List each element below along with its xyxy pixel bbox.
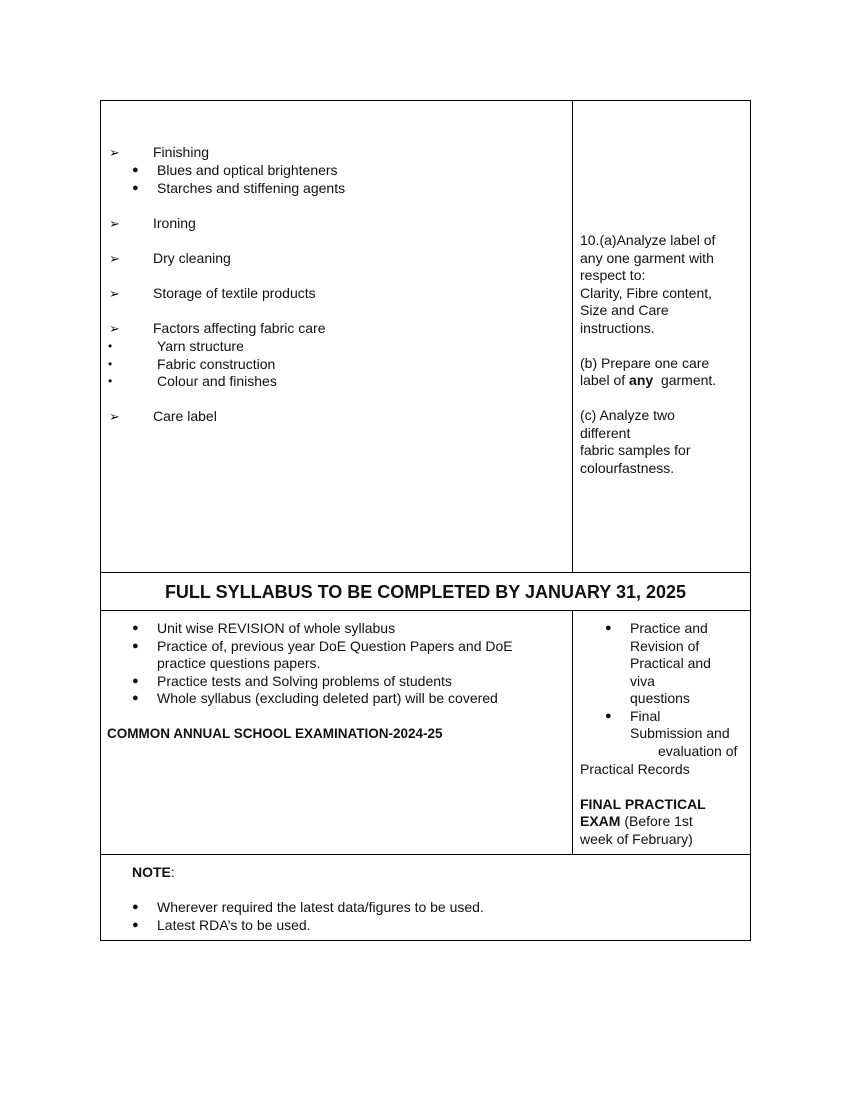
revision-item: Practice of, previous year DoE Question Papers and DoE <box>157 638 513 654</box>
round-bullet-icon: ● <box>132 622 139 634</box>
activity-a-line: Size and Care <box>580 302 669 318</box>
final-practical-when <box>580 813 693 830</box>
activity-b-line: (b) Prepare one care <box>580 354 710 371</box>
activity-b-text: label of <box>580 372 630 388</box>
revision-item: Whole syllabus (excluding deleted part) will be covered <box>157 690 498 706</box>
topic-ironing: Ironing <box>153 215 196 231</box>
activity-a-line: instructions. <box>580 319 655 336</box>
practical-item-line: evaluation of <box>658 743 738 759</box>
arrow-bullet-icon: ➢ <box>109 321 120 336</box>
small-bullet-icon: • <box>108 357 113 371</box>
arrow-bullet-icon: ➢ <box>109 145 120 160</box>
activity-b-text: garment. <box>653 372 717 388</box>
activity-b-emphasis: any <box>629 372 654 388</box>
subtopic-yarn: Yarn structure <box>157 338 244 354</box>
activity-a-line: 10.(a)Analyze label of <box>580 232 716 248</box>
note-item: Wherever required the latest data/figures to be used. <box>157 899 484 915</box>
note-heading <box>132 864 175 881</box>
final-exam-timing-continued: week of February) <box>580 831 693 847</box>
note-label: NOTE <box>132 864 171 880</box>
topic-factors: Factors affecting fabric care <box>153 320 326 336</box>
practical-item-line: Final <box>630 708 661 724</box>
arrow-bullet-icon: ➢ <box>109 251 120 266</box>
round-bullet-icon: ● <box>132 692 139 704</box>
activity-c-line: colourfastness. <box>580 459 675 476</box>
note-colon: : <box>170 864 175 880</box>
activity-c-line: different <box>580 424 631 441</box>
practical-item-line: Practice and <box>630 620 708 636</box>
activity-a-line: any one garment with <box>580 249 714 266</box>
revision-item: Unit wise REVISION of whole syllabus <box>157 620 396 636</box>
exam-title: COMMON ANNUAL SCHOOL EXAMINATION-2024-25 <box>107 726 443 741</box>
topic-finishing: Finishing <box>153 144 210 160</box>
small-bullet-icon: • <box>108 374 113 388</box>
final-exam-timing: (Before 1st <box>620 813 693 829</box>
topic-storage: Storage of textile products <box>153 285 316 301</box>
subtopic-fabric-construction: Fabric construction <box>157 356 276 372</box>
round-bullet-icon: ● <box>605 710 612 722</box>
round-bullet-icon: ● <box>132 182 139 194</box>
note-item: Latest RDA’s to be used. <box>157 917 311 933</box>
revision-item-continued: practice questions papers. <box>157 655 321 671</box>
practical-item-line: viva <box>630 673 655 689</box>
rule-note-top <box>101 854 750 855</box>
round-bullet-icon: ● <box>132 675 139 687</box>
practical-item-line: questions <box>630 690 690 706</box>
round-bullet-icon: ● <box>132 919 139 931</box>
syllabus-table <box>100 100 751 941</box>
small-bullet-icon: • <box>108 339 113 353</box>
arrow-bullet-icon: ➢ <box>109 286 120 301</box>
practical-item-line: Submission and <box>630 725 730 741</box>
activity-a-line: respect to: <box>580 267 646 283</box>
round-bullet-icon: ● <box>132 640 139 652</box>
arrow-bullet-icon: ➢ <box>109 216 120 231</box>
round-bullet-icon: ● <box>132 164 139 176</box>
round-bullet-icon: ● <box>132 901 139 913</box>
activity-a-line: Clarity, Fibre content, <box>580 284 713 301</box>
practical-item-line: Revision of <box>630 638 700 654</box>
final-practical-title: FINAL PRACTICAL <box>580 796 706 812</box>
topic-care-label: Care label <box>153 408 217 424</box>
column-divider-bottom <box>572 610 573 854</box>
arrow-bullet-icon: ➢ <box>109 409 120 424</box>
topic-dry-cleaning: Dry cleaning <box>153 250 231 266</box>
final-exam-label: EXAM <box>580 813 621 829</box>
subtopic-starches: Starches and stiffening agents <box>157 180 346 196</box>
activity-c-line: fabric samples for <box>580 442 691 458</box>
subtopic-blues: Blues and optical brighteners <box>157 162 338 178</box>
subtopic-colour: Colour and finishes <box>157 373 277 389</box>
practical-item-line: Practical and <box>630 655 711 671</box>
activity-b-line <box>580 372 750 390</box>
practical-records: Practical Records <box>580 761 690 777</box>
round-bullet-icon: ● <box>605 622 612 634</box>
column-divider-top <box>572 101 573 572</box>
revision-item: Practice tests and Solving problems of students <box>157 673 452 689</box>
syllabus-deadline-banner: FULL SYLLABUS TO BE COMPLETED BY JANUARY 31, 2025 <box>164 582 687 602</box>
practical-activities-cell <box>580 232 750 477</box>
activity-c-line: (c) Analyze two <box>580 407 675 423</box>
